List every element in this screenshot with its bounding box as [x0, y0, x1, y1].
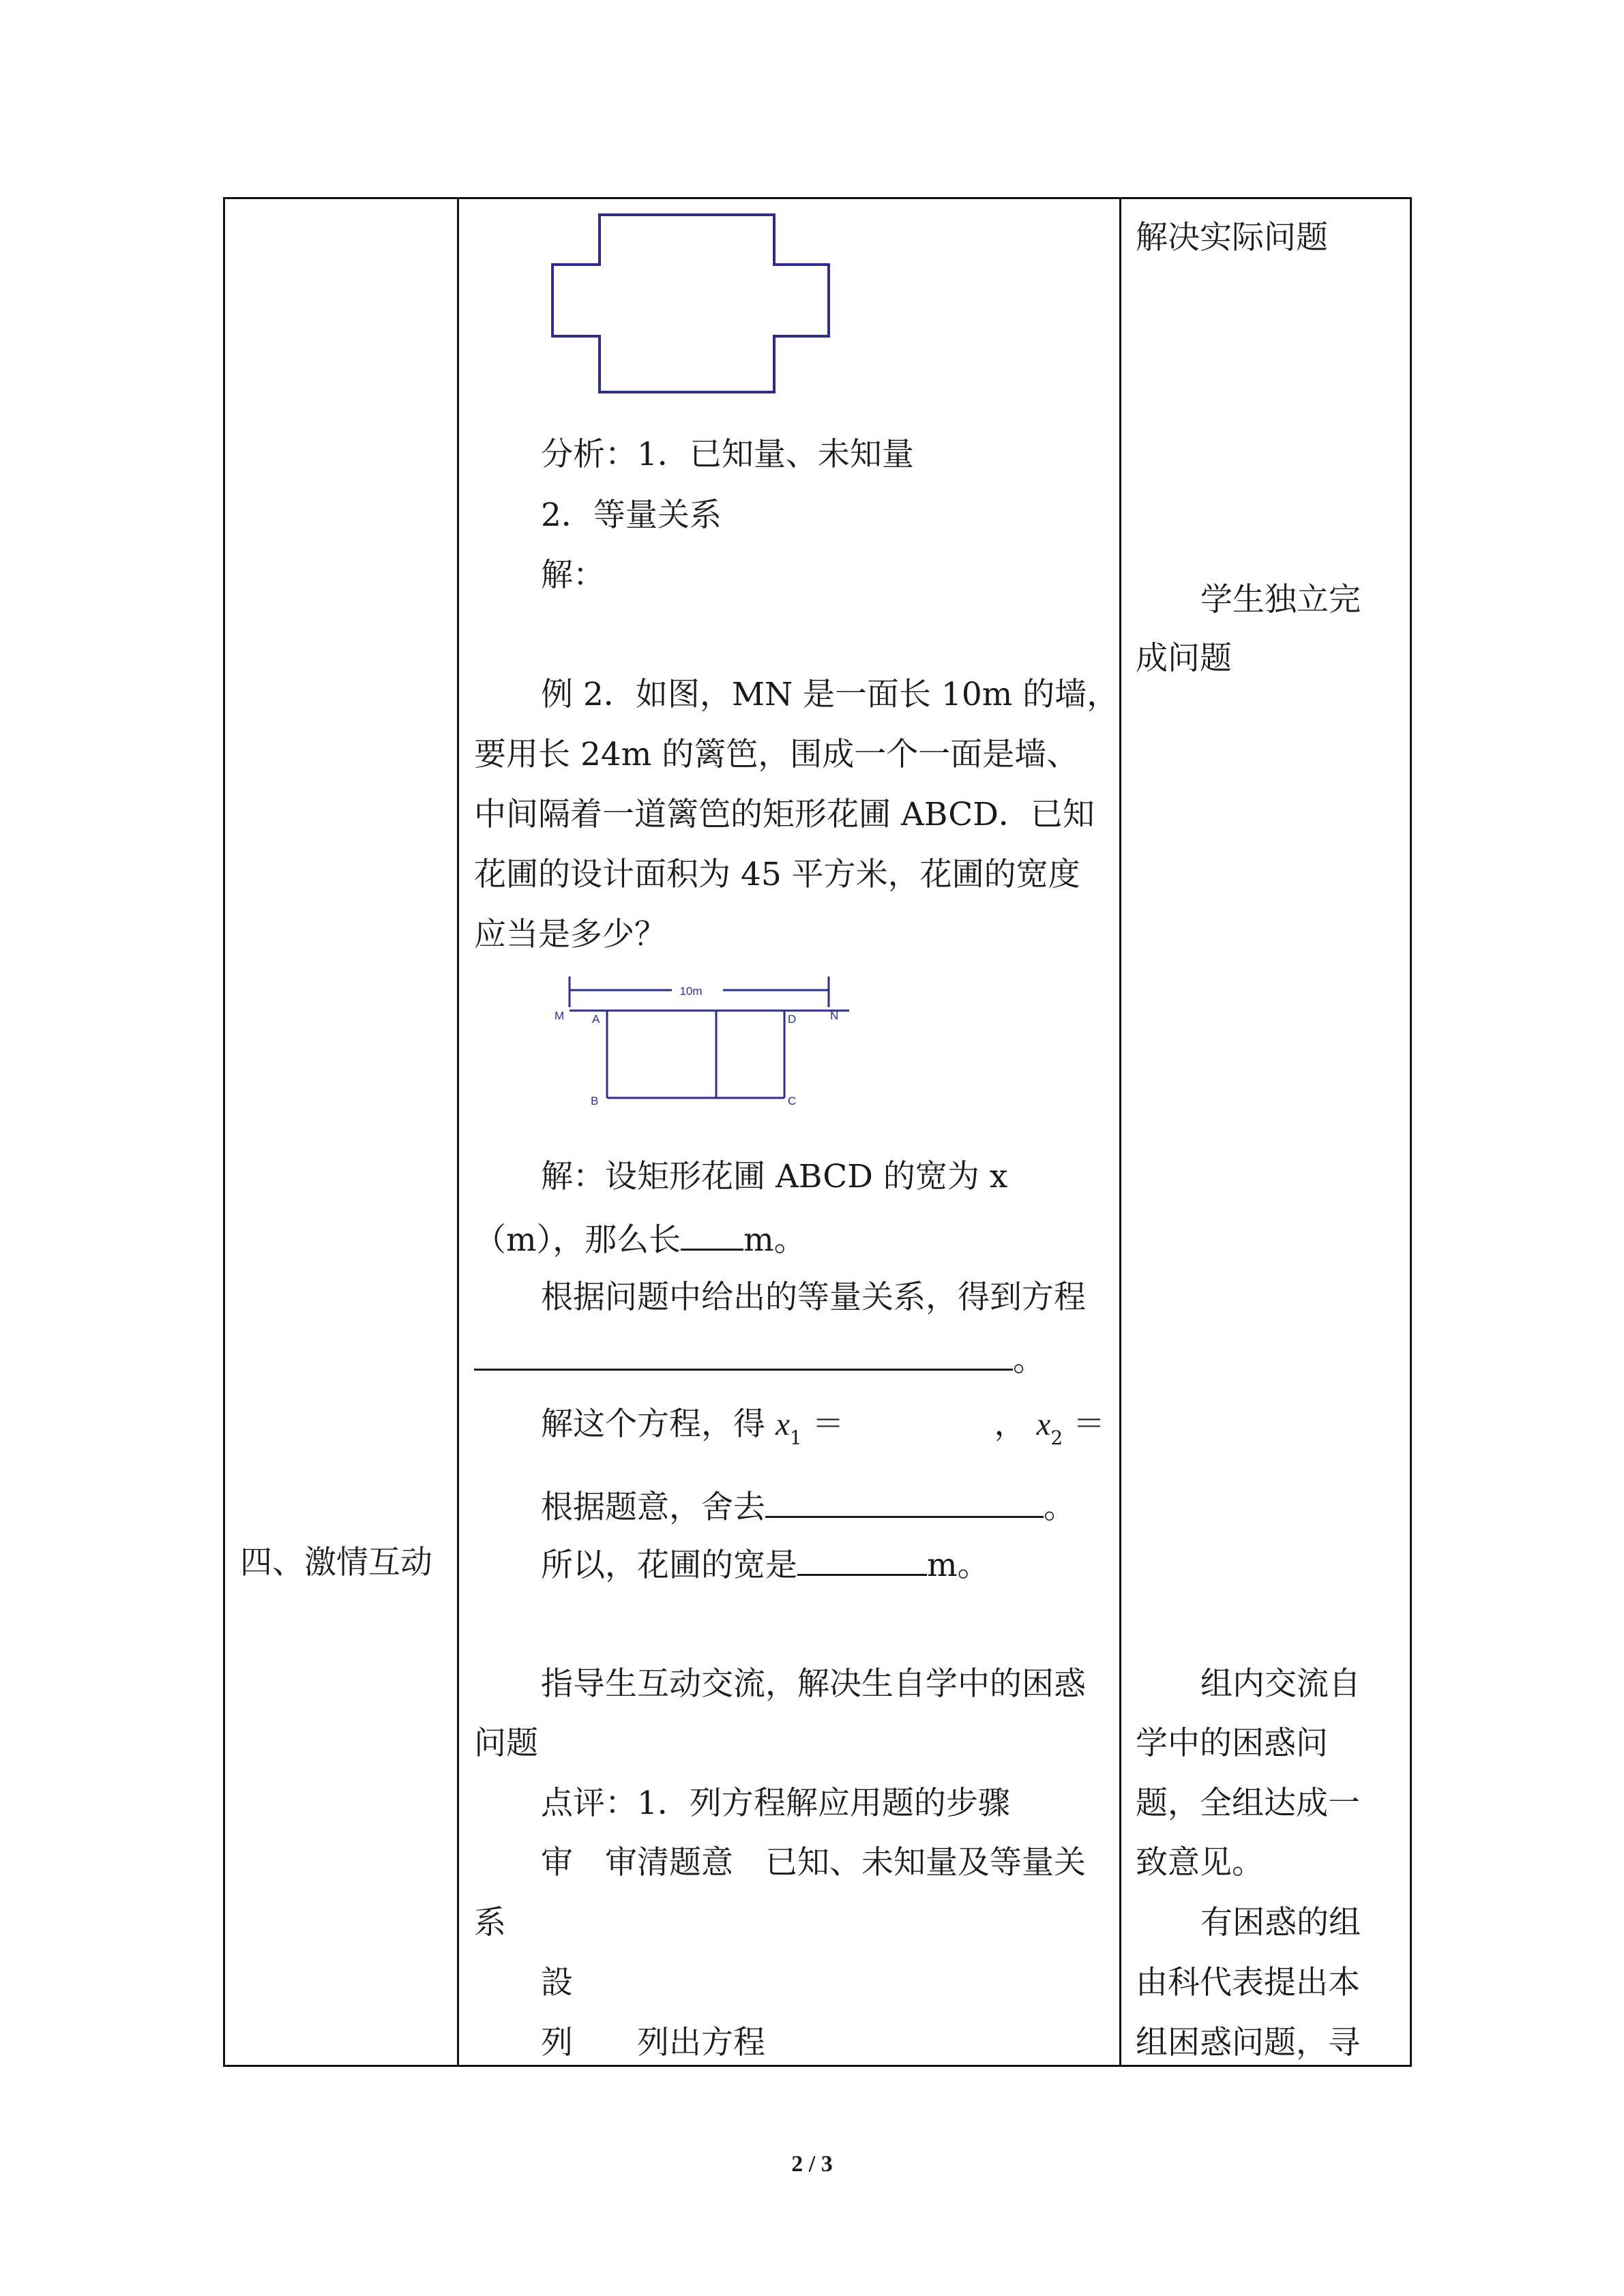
- table-left-border: [223, 197, 225, 2067]
- page-number: 2 / 3: [791, 2151, 833, 2177]
- solution-line-2-unit: m。: [743, 1221, 806, 1259]
- label-n: N: [830, 1009, 839, 1022]
- label-m: M: [555, 1009, 565, 1022]
- analysis-line-2: 2．等量关系: [541, 496, 722, 534]
- note-group-1: 组内交流自: [1200, 1665, 1361, 1703]
- solution-line-4: [474, 1341, 1045, 1379]
- example2-line-4: 花圃的设计面积为 45 平方米，花圃的宽度: [474, 856, 1080, 893]
- table-col-divider-1: [457, 197, 459, 2067]
- table-bottom-border: [223, 2065, 1412, 2067]
- solution-line-7-text: 所以，花圃的宽是: [541, 1547, 797, 1584]
- discard-blank: [765, 1489, 1044, 1518]
- solution-line-7-unit: m。: [927, 1547, 990, 1584]
- guide-line-1: 指导生互动交流，解决生自学中的困惑: [541, 1665, 1086, 1703]
- solution-line-6-text: 根据题意，舍去: [541, 1489, 765, 1526]
- label-c: C: [788, 1094, 797, 1107]
- table-right-border: [1410, 197, 1412, 2067]
- equation-blank: [474, 1341, 1013, 1371]
- analysis-line-1: 分析：1．已知量、未知量: [541, 436, 914, 473]
- root-x2-var: x: [1036, 1407, 1051, 1442]
- length-blank: [681, 1221, 743, 1251]
- guide-line-4: 审 审清题意 已知、未知量及等量关: [541, 1844, 1086, 1881]
- note-confused-2: 由科代表提出本: [1136, 1964, 1360, 2001]
- stage-label: 四、激情互动: [240, 1544, 432, 1581]
- guide-line-5: 系: [474, 1904, 506, 1941]
- example2-line-1: 例 2．如图，MN 是一面长 10m 的墙，: [541, 676, 1119, 713]
- table-col-divider-2: [1119, 197, 1121, 2067]
- solution-line-2: [474, 1221, 806, 1259]
- note-group-2: 学中的困惑问: [1136, 1725, 1328, 1762]
- guide-line-3: 点评：1．列方程解应用题的步骤: [541, 1785, 1010, 1822]
- solution-line-6-end: 。: [1044, 1489, 1076, 1526]
- root-comma: ，: [994, 1405, 1027, 1443]
- example2-line-3: 中间隔着一道篱笆的矩形花圃 ABCD．已知: [474, 796, 1095, 833]
- root-x1-sub: 1: [789, 1427, 802, 1449]
- label-10m: 10m: [679, 985, 703, 998]
- solution-line-5: [541, 1405, 1106, 1449]
- solution-line-4-end: 。: [1013, 1341, 1045, 1379]
- solution-line-7: [541, 1547, 990, 1584]
- root-x2-sub: 2: [1050, 1427, 1063, 1449]
- note-confused-3: 组困惑问题，寻: [1136, 2024, 1360, 2061]
- guide-line-7: 列 列出方程: [541, 2024, 765, 2061]
- width-blank: [797, 1547, 927, 1576]
- note-solve-practical: 解决实际问题: [1136, 219, 1328, 256]
- solution-line-1: 解：设矩形花圃 ABCD 的宽为 x: [541, 1158, 1008, 1195]
- note-group-3: 题，全组达成一: [1136, 1785, 1360, 1822]
- solution-line-2-text: （m），那么长: [474, 1221, 681, 1259]
- guide-line-6: 設: [541, 1964, 573, 2001]
- label-a: A: [592, 1013, 600, 1026]
- root-x1-var: x: [775, 1407, 790, 1442]
- solution-line-3: 根据问题中给出的等量关系，得到方程: [541, 1279, 1086, 1316]
- analysis-line-3: 解：: [541, 556, 605, 594]
- table-top-border: [223, 197, 1412, 199]
- note-confused-1: 有困惑的组: [1200, 1904, 1361, 1941]
- label-b: B: [591, 1094, 599, 1107]
- solution-line-5-text: 解这个方程，得: [541, 1405, 765, 1443]
- example2-line-2: 要用长 24m 的篱笆，围成一个一面是墙、: [474, 736, 1079, 773]
- guide-line-2: 问题: [474, 1725, 538, 1762]
- label-d: D: [788, 1013, 797, 1026]
- note-independent-2: 成问题: [1136, 640, 1232, 677]
- example2-line-5: 应当是多少？: [474, 916, 666, 953]
- root-x1-eq: ＝: [812, 1405, 844, 1443]
- root-x2-eq: ＝: [1073, 1405, 1106, 1443]
- note-group-4: 致意见。: [1136, 1844, 1264, 1881]
- note-independent-1: 学生独立完: [1200, 581, 1361, 618]
- solution-line-6: [541, 1489, 1076, 1526]
